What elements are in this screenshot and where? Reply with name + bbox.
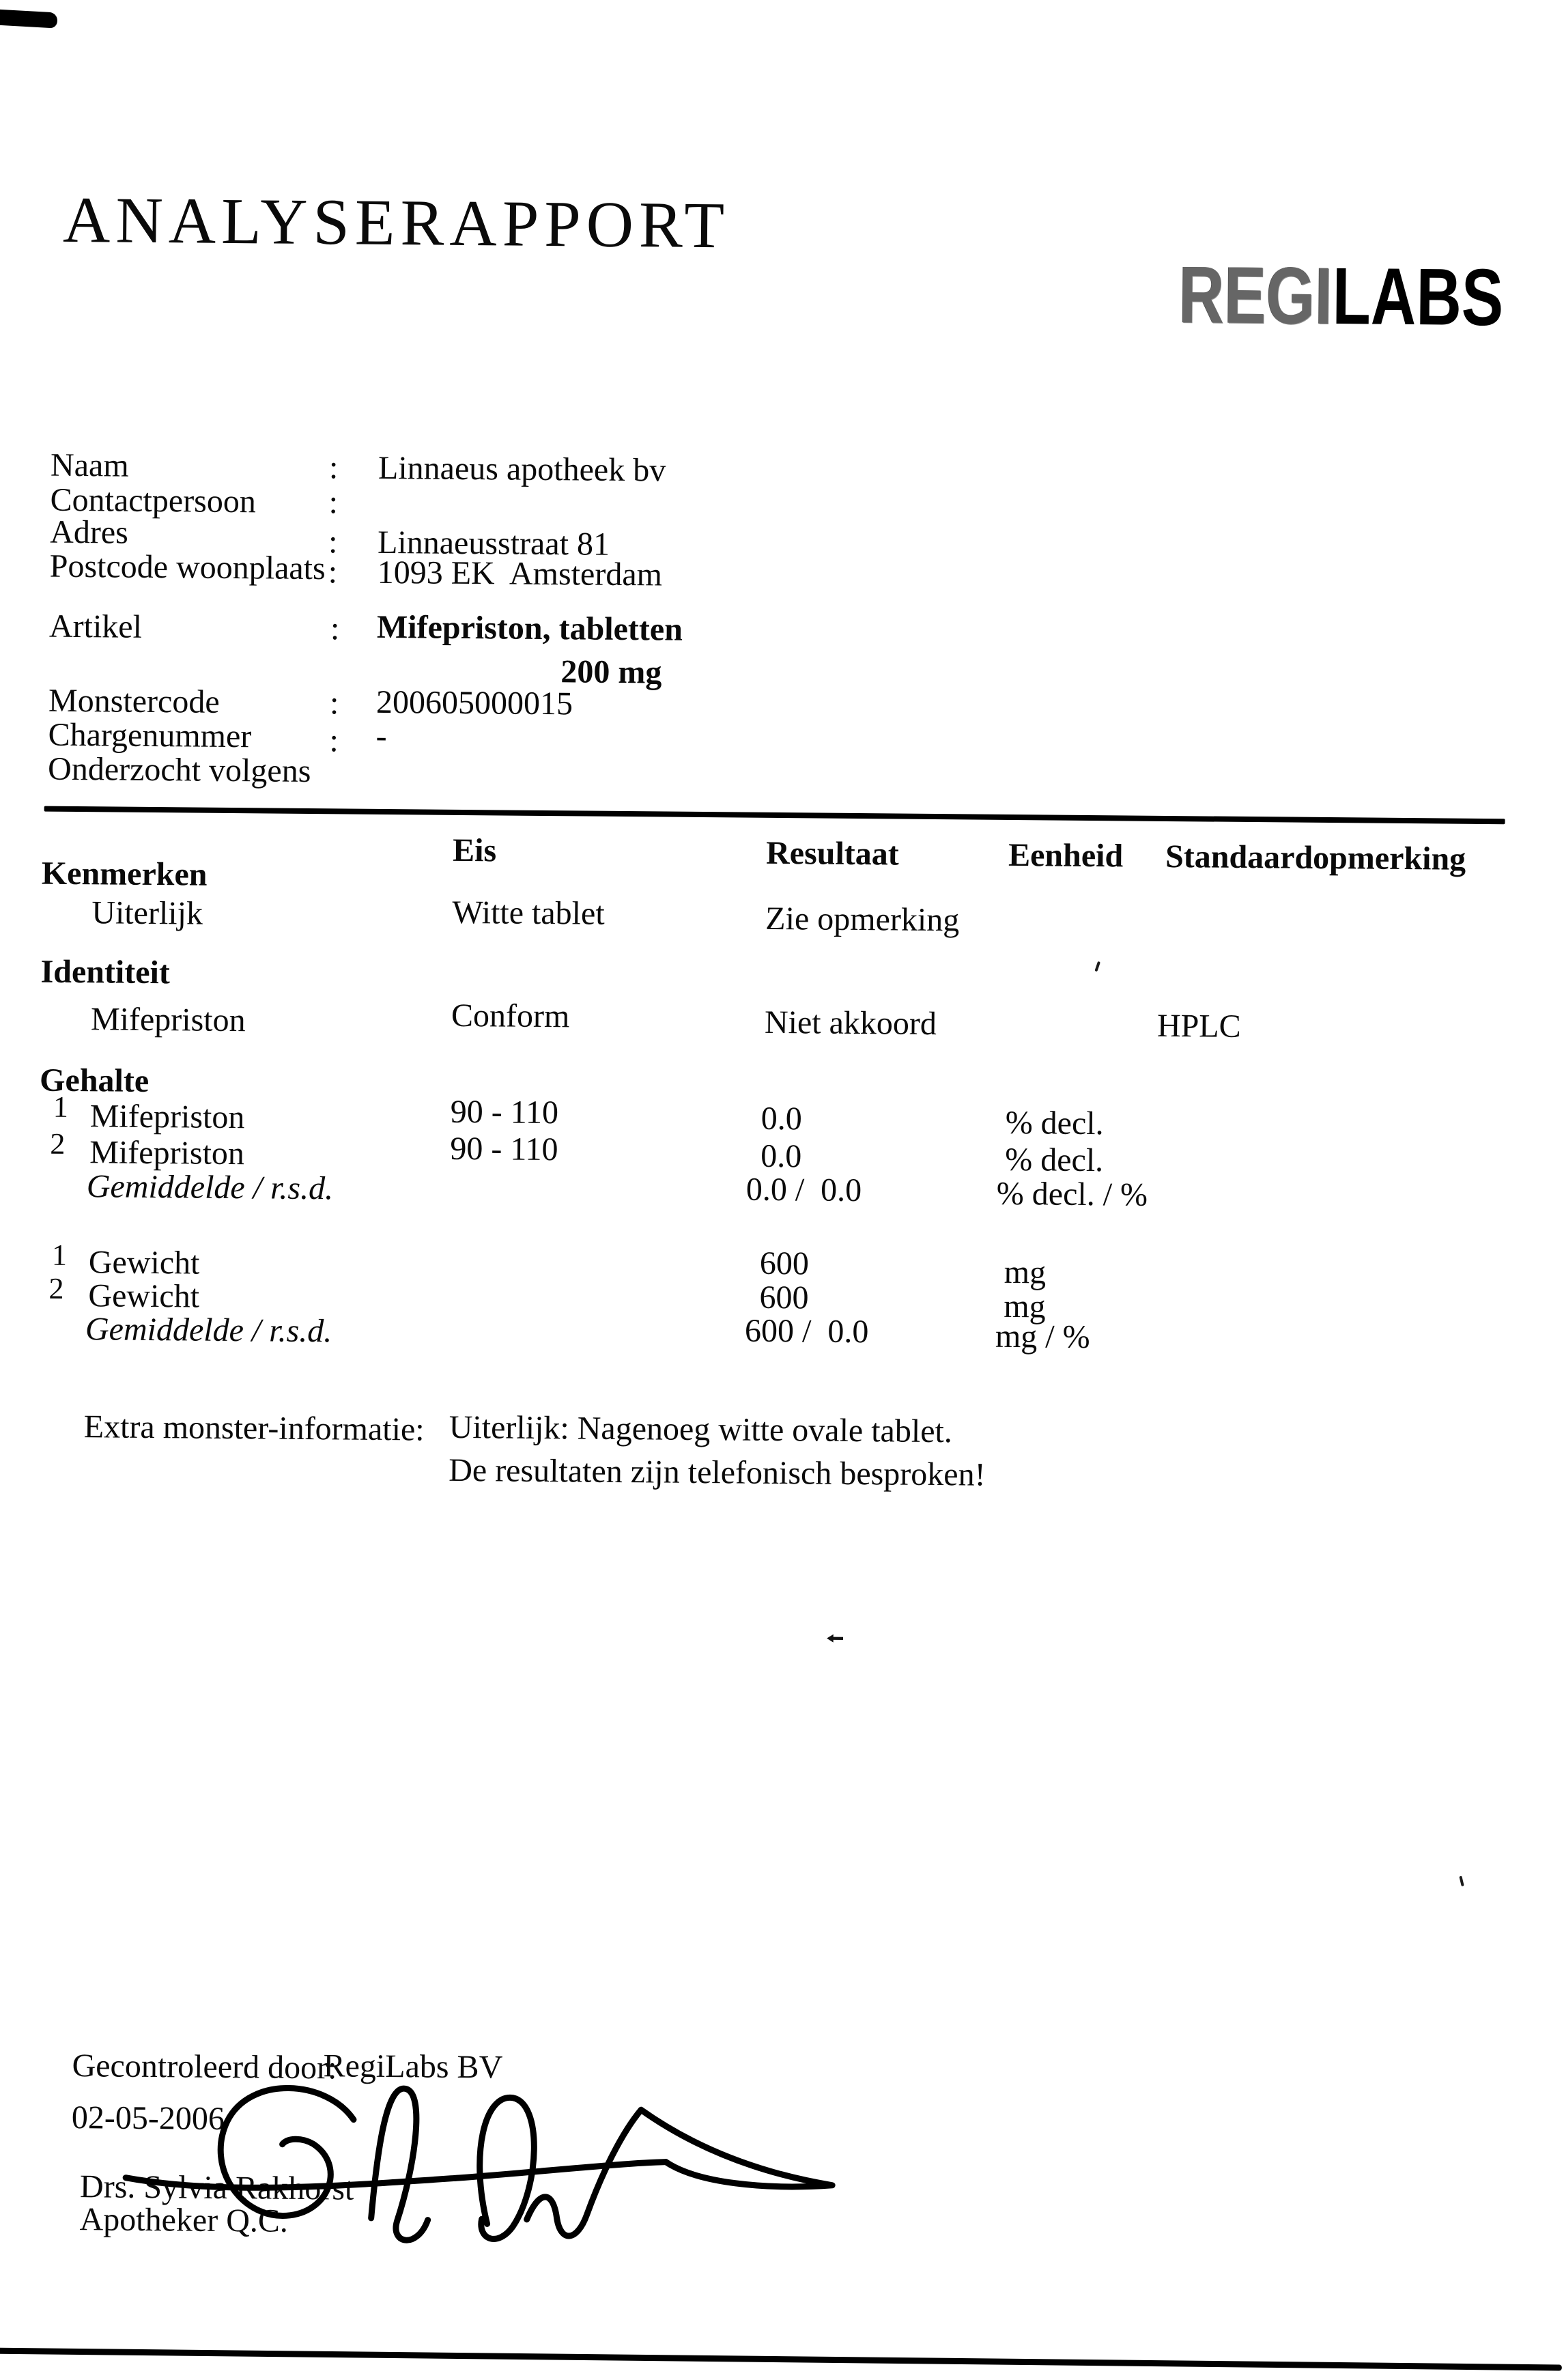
- gewicht-row2-name: Gewicht: [88, 1277, 200, 1315]
- sep-postcode: :: [328, 554, 338, 591]
- value-artikel-line1: Mifepriston, tabletten: [376, 608, 683, 648]
- gehalte-avg-eenheid: % decl. / %: [996, 1175, 1148, 1213]
- label-chargenummer: Chargenummer: [48, 716, 252, 755]
- scan-speck-artifact-2: [1459, 1876, 1464, 1887]
- value-adres: Linnaeusstraat 81: [377, 524, 610, 563]
- gewicht-row1-resultaat: 600: [759, 1245, 810, 1282]
- gewicht-row2-num: 2: [48, 1271, 64, 1305]
- label-onderzocht-volgens: Onderzocht volgens: [47, 750, 311, 790]
- section-header-kenmerken: Kenmerken: [41, 855, 208, 893]
- kenmerken-row-name: Uiterlijk: [91, 894, 203, 932]
- sep-artikel: :: [330, 610, 340, 647]
- approval-date: 02-05-2006: [71, 2099, 225, 2137]
- sep-naam: :: [328, 449, 339, 486]
- signer-role: Apotheker Q.C.: [79, 2201, 289, 2239]
- section-header-gehalte: Gehalte: [39, 1062, 150, 1099]
- value-chargenummer: -: [375, 718, 387, 754]
- signer-name: Drs. Sylvia Rakhorst: [79, 2168, 354, 2207]
- gewicht-row1-name: Gewicht: [88, 1244, 200, 1281]
- extra-info-line1: Uiterlijk: Nagenoeg witte ovale tablet.: [449, 1408, 953, 1450]
- col-header-resultaat: Resultaat: [765, 834, 900, 873]
- value-naam: Linnaeus apotheek bv: [378, 449, 666, 489]
- kenmerken-row-resultaat: Zie opmerking: [765, 900, 960, 939]
- extra-info-label: Extra monster-informatie:: [83, 1408, 425, 1448]
- gehalte-row1-eis: 90 - 110: [450, 1093, 559, 1131]
- value-monstercode: 200605000015: [375, 683, 573, 722]
- gehalte-row2-num: 2: [50, 1127, 66, 1161]
- label-artikel: Artikel: [48, 608, 143, 645]
- regilabs-logo: [1073, 173, 1505, 419]
- bottom-scan-line: [0, 2347, 1562, 2370]
- identiteit-row-eis: Conform: [451, 997, 570, 1035]
- label-postcode-woonplaats: Postcode woonplaats: [49, 548, 326, 587]
- identiteit-row-name: Mifepriston: [90, 1001, 246, 1039]
- gewicht-row1-eenheid: mg: [1004, 1253, 1047, 1291]
- logo-part-labs: LABS: [1332, 251, 1504, 343]
- identiteit-row-standaardopmerking: HPLC: [1156, 1007, 1241, 1045]
- kenmerken-row-eis: Witte tablet: [452, 894, 605, 932]
- gewicht-avg-eenheid: mg / %: [995, 1318, 1090, 1356]
- gewicht-row1-num: 1: [51, 1238, 68, 1272]
- logo-part-regi: REGI: [1178, 250, 1333, 342]
- value-artikel-line2: 200 mg: [560, 653, 662, 691]
- checked-by-value: RegiLabs BV: [323, 2048, 503, 2086]
- gehalte-avg-name: Gemiddelde / r.s.d.: [86, 1168, 334, 1207]
- gehalte-row2-name: Mifepriston: [89, 1134, 245, 1172]
- section-header-identiteit: Identiteit: [40, 953, 171, 991]
- header-divider-line: [44, 806, 1505, 825]
- gehalte-row2-eis: 90 - 110: [450, 1130, 558, 1168]
- extra-info-line2: De resultaten zijn telefonisch besproken!: [449, 1451, 986, 1493]
- sep-contactpersoon: :: [328, 484, 339, 521]
- scan-speck-artifact: [1094, 961, 1100, 972]
- gehalte-avg-resultaat: 0.0 / 0.0: [745, 1171, 862, 1209]
- col-header-eenheid: Eenheid: [1008, 836, 1124, 875]
- gewicht-avg-resultaat: 600 / 0.0: [744, 1312, 869, 1350]
- scan-mark-artifact: [827, 1634, 843, 1643]
- gehalte-row1-eenheid: % decl.: [1005, 1104, 1104, 1142]
- gehalte-row1-name: Mifepriston: [89, 1098, 245, 1136]
- label-contactpersoon: Contactpersoon: [50, 481, 257, 520]
- gehalte-row2-resultaat: 0.0: [760, 1137, 802, 1175]
- sep-monstercode: :: [329, 685, 339, 722]
- checked-by-label: Gecontroleerd door:: [72, 2048, 337, 2086]
- gehalte-row2-eenheid: % decl.: [1005, 1141, 1104, 1179]
- col-header-eis: Eis: [452, 832, 497, 869]
- page-title: ANALYSERAPPORT: [62, 182, 730, 262]
- label-monstercode: Monstercode: [48, 682, 220, 720]
- gewicht-row2-resultaat: 600: [759, 1279, 809, 1316]
- col-header-standaardopmerking: Standaardopmerking: [1165, 838, 1466, 877]
- gewicht-avg-name: Gemiddelde / r.s.d.: [85, 1311, 332, 1350]
- value-postcode-woonplaats: 1093 EK Amsterdam: [377, 554, 663, 593]
- identiteit-row-resultaat: Niet akkoord: [764, 1004, 937, 1043]
- gehalte-row1-resultaat: 0.0: [760, 1100, 802, 1137]
- gewicht-row2-eenheid: mg: [1004, 1288, 1046, 1325]
- sep-adres: :: [328, 524, 338, 561]
- label-naam: Naam: [50, 447, 129, 484]
- gehalte-row1-num: 1: [53, 1090, 69, 1124]
- label-adres: Adres: [49, 513, 129, 551]
- sep-chargenummer: :: [329, 722, 339, 759]
